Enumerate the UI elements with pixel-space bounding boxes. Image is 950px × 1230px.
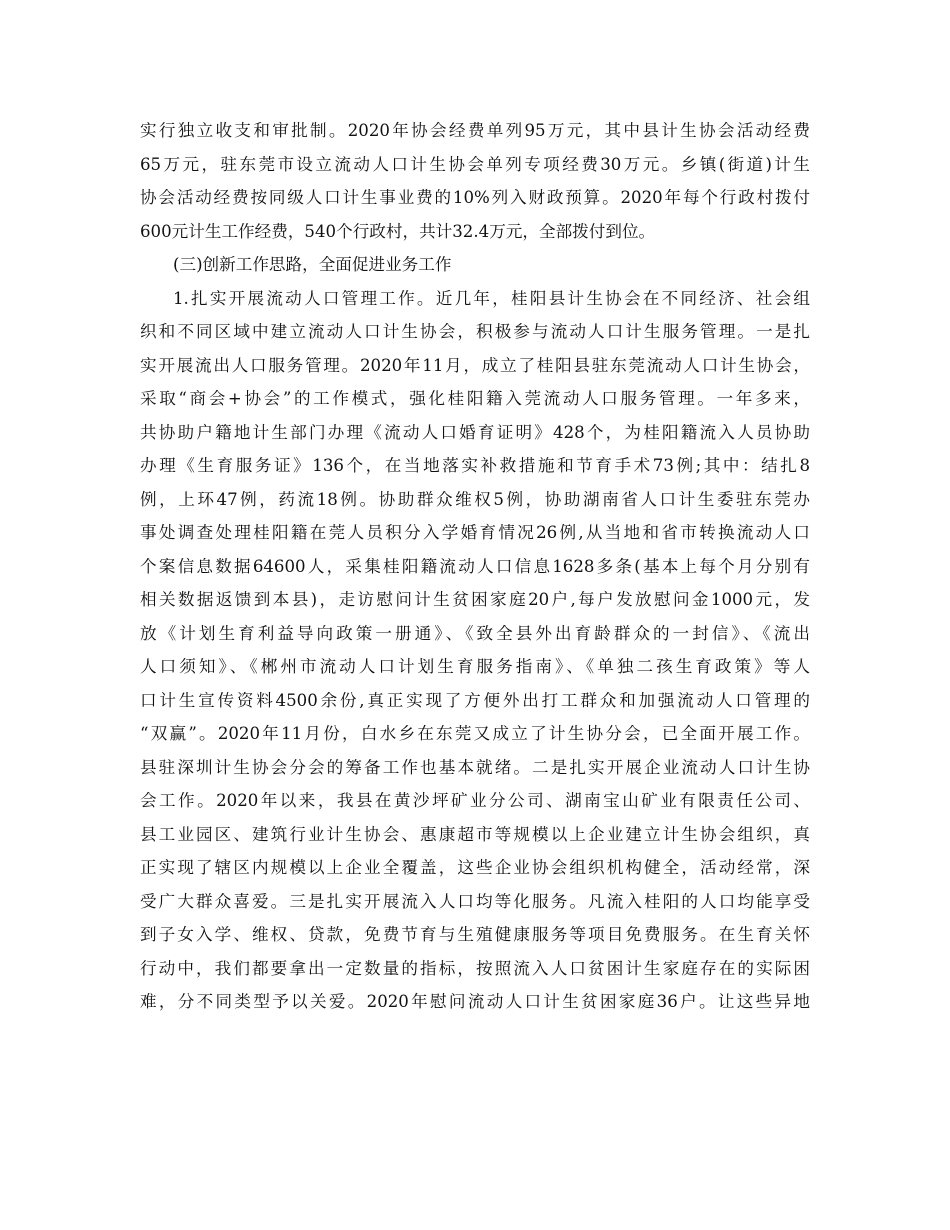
text-line: 办理《生育服务证》136个，在当地落实补救措施和节育手术73例;其中：结扎8 (140, 456, 810, 475)
text-line: 个案信息数据64600人，采集桂阳籍流动人口信息1628多条(基本上每个月分别有 (140, 556, 810, 576)
text-line: 协会活动经费按同级人口计生事业费的10%列入财政预算。2020年每个行政村拨付 (140, 188, 810, 207)
text-line: 县驻深圳计生协会分会的筹备工作也基本就绪。二是扎实开展企业流动人口计生协 (140, 757, 810, 777)
paragraph-first-line: 1.扎实开展流动人口管理工作。近几年，桂阳县计生协会在不同经济、社会组 (173, 288, 810, 308)
text-line: 到子女入学、维权、贷款，免费节育与生殖健康服务等项目免费服务。在生育关怀 (140, 925, 810, 944)
text-line: 600元计生工作经费，540个行政村，共计32.4万元，全部拨付到位。 (140, 221, 656, 241)
text-line: 县工业园区、建筑行业计生协会、惠康超市等规模以上企业建立计生协会组织，真 (140, 824, 810, 844)
text-line: “双赢”。2020年11月份，白水乡在东莞又成立了计生协分会，已全面开展工作。 (140, 724, 810, 743)
text-line: 实行独立收支和审批制。2020年协会经费单列95万元，其中县计生协会活动经费 (140, 121, 810, 140)
text-line: 共协助户籍地计生部门办理《流动人口婚育证明》428个，为桂阳籍流入人员协助 (140, 422, 810, 442)
text-line: 行动中，我们都要拿出一定数量的指标，按照流入人口贫困计生家庭存在的实际困 (140, 958, 810, 978)
text-line: 难，分不同类型予以关爱。2020年慰问流动人口计生贫困家庭36户。让这些异地 (140, 992, 810, 1011)
text-line: 采取“商会+协会”的工作模式，强化桂阳籍入莞流动人口服务管理。一年多来， (140, 389, 810, 408)
text-line: 事处调查处理桂阳籍在莞人员积分入学婚育情况26例,从当地和省市转换流动人口 (140, 523, 810, 542)
text-line: 放《计划生育利益导向政策一册通》、《致全县外出育龄群众的一封信》、《流出 (140, 623, 810, 643)
text-line: 例，上环47例，药流18例。协助群众维权5例，协助湖南省人口计生委驻东莞办 (140, 489, 810, 509)
paragraph-first-line: (三)创新工作思路，全面促进业务工作 (173, 255, 452, 274)
text-line: 织和不同区域中建立流动人口计生协会，积极参与流动人口计生服务管理。一是扎 (140, 322, 810, 341)
text-line: 65万元，驻东莞市设立流动人口计生协会单列专项经费30万元。乡镇(街道)计生 (140, 154, 810, 174)
document-body (140, 114, 810, 1019)
text-line: 正实现了辖区内规模以上企业全覆盖，这些企业协会组织机构健全，活动经常，深 (140, 858, 810, 877)
text-line: 相关数据返馈到本县)，走访慰问计生贫困家庭20户,每户发放慰问金1000元，发 (140, 590, 810, 609)
text-line: 口计生宣传资料4500余份,真正实现了方便外出打工群众和加强流动人口管理的 (140, 690, 810, 710)
text-line: 实开展流出人口服务管理。2020年11月，成立了桂阳县驻东莞流动人口计生协会， (140, 355, 810, 375)
text-line: 受广大群众喜爱。三是扎实开展流入人口均等化服务。凡流入桂阳的人口均能享受 (140, 891, 810, 911)
text-line: 会工作。2020年以来，我县在黄沙坪矿业分公司、湖南宝山矿业有限责任公司、 (140, 791, 810, 810)
text-line: 人口须知》、《郴州市流动人口计划生育服务指南》、《单独二孩生育政策》等人 (140, 657, 810, 676)
